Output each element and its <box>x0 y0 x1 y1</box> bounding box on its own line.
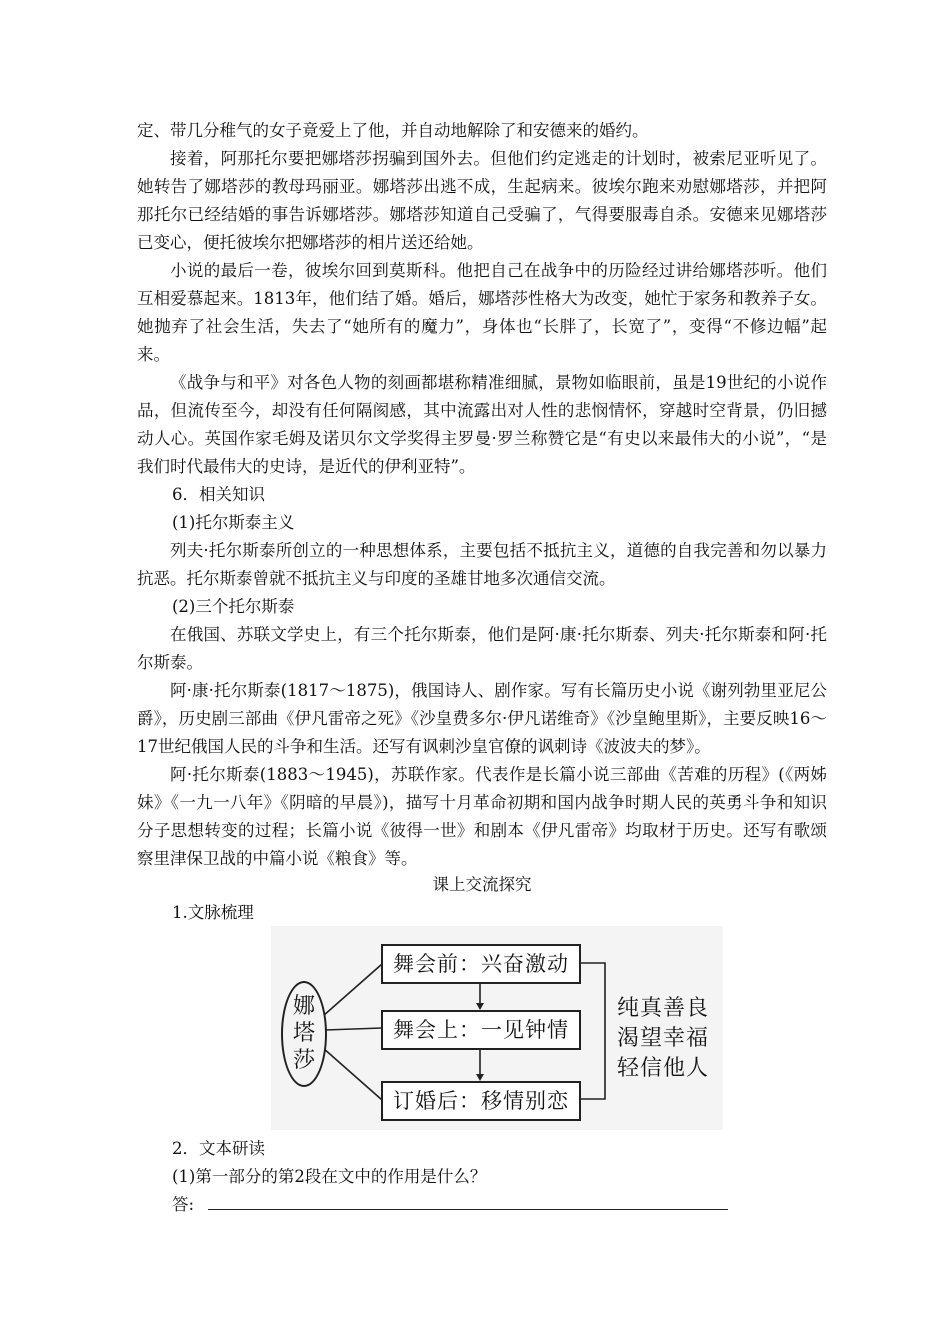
structure-diagram <box>271 926 723 1130</box>
paragraph-1: 定、带几分稚气的女子竟爱上了他，并自动地解除了和安德来的婚约。 <box>137 121 649 140</box>
center-label <box>283 993 325 1074</box>
paragraph-3: 小说的最后一卷，彼埃尔回到莫斯科。他把自己在战争中的历险经过讲给娜塔莎听。他们互相爱慕起来。1813年，他们结了婚。婚后，娜塔莎性格大为改变，她忙于家务和教养子女。她抛弃了社会生活，失去了“她所有的魔力”，身体也“长胖了，长宽了”，变得“不修边幅”起来。 <box>137 261 827 364</box>
bracket-right <box>579 963 605 1099</box>
paragraph-2: 接着，阿那托尔要把娜塔莎拐骗到国外去。但他们约定逃走的计划时，被索尼亚听见了。她转告了娜塔莎的教母玛丽亚。娜塔莎出逃不成，生起病来。彼埃尔跑来劝慰娜塔莎，并把阿那托尔已经结婚的事告诉娜塔莎。娜塔莎知道自己受骗了，气得要服毒自杀。安德来见娜塔莎已变心，便托彼埃尔把娜塔莎的相片送还给她。 <box>137 149 827 252</box>
center-char-2: 塔 <box>292 1021 315 1046</box>
paragraph-4: 《战争与和平》对各色人物的刻画都堪称精准细腻，景物如临眼前，虽是19世纪的小说作品，但流传至今，却没有任何隔阂感，其中流露出对人性的悲悯情怀，穿越时空背景，仍旧撼动人心。英国作家毛姆及诺贝尔文学奖得主罗曼·罗兰称赞它是“有史以来最伟大的小说”，“是我们时代最伟大的史诗，是近代的伊利亚特”。 <box>137 373 827 476</box>
heading-related-knowledge: 6．相关知识 <box>172 485 265 504</box>
heading-text-reading: 2．文本研读 <box>172 1139 265 1158</box>
paragraph-5: 列夫·托尔斯泰所创立的一种思想体系，主要包括不抵抗主义，道德的自我完善和勿以暴力抗恶。托尔斯泰曾就不抵抗主义与印度的圣雄甘地多次通信交流。 <box>137 541 827 588</box>
answer-blank-line[interactable] <box>208 1209 728 1210</box>
center-char-3: 莎 <box>292 1048 315 1073</box>
paragraph-6: 在俄国、苏联文学史上，有三个托尔斯泰，他们是阿·康·托尔斯泰、列夫·托尔斯泰和阿·托尔斯泰。 <box>137 625 827 672</box>
connector-middle <box>325 1028 382 1030</box>
paragraph-8: 阿·托尔斯泰(1883～1945)，苏联作家。代表作是长篇小说三部曲《苦难的历程》(《两姊妹》《一九一八年》《阴暗的早晨》)，描写十月革命初期和国内战争时期人民的英勇斗争和知识分子思想转变的过程；长篇小说《彼得一世》和剧本《伊凡雷帝》均取材于历史。还写有歌颂察里津保卫战的中篇小说《粮食》等。 <box>137 765 827 868</box>
arrow-head-2 <box>476 1074 484 1081</box>
question-1: (1)第一部分的第2段在文中的作用是什么？ <box>172 1167 487 1186</box>
heading-tolstoyism: (1)托尔斯泰主义 <box>172 513 295 532</box>
trait-1: 纯真善良 <box>617 996 710 1021</box>
trait-3: 轻信他人 <box>617 1056 710 1081</box>
paragraph-7: 阿·康·托尔斯泰(1817～1875)，俄国诗人、剧作家。写有长篇历史小说《谢列勃里亚尼公爵》，历史剧三部曲《伊凡雷帝之死》《沙皇费多尔·伊凡诺维奇》《沙皇鲍里斯》，主要反映16～17世纪俄国人民的斗争和生活。还写有讽刺沙皇官僚的讽刺诗《波波夫的梦》。 <box>137 681 827 756</box>
box-after-engagement: 订婚后：移情别恋 <box>381 1081 581 1121</box>
trait-list <box>617 994 709 1084</box>
trait-2: 渴望幸福 <box>617 1026 710 1051</box>
heading-text-structure: 1.文脉梳理 <box>172 903 254 922</box>
connector-bottom <box>323 1048 382 1100</box>
box-before-ball: 舞会前：兴奋激动 <box>381 944 581 984</box>
arrow-head-1 <box>476 1003 484 1010</box>
section-title: 课上交流探究 <box>432 875 532 894</box>
box-at-ball: 舞会上：一见钟情 <box>381 1010 581 1050</box>
center-ellipse <box>281 981 327 1087</box>
answer-label: 答: <box>172 1195 195 1214</box>
heading-three-tolstoys: (2)三个托尔斯泰 <box>172 597 295 616</box>
center-char-1: 娜 <box>292 994 315 1019</box>
connector-top <box>323 964 382 1016</box>
